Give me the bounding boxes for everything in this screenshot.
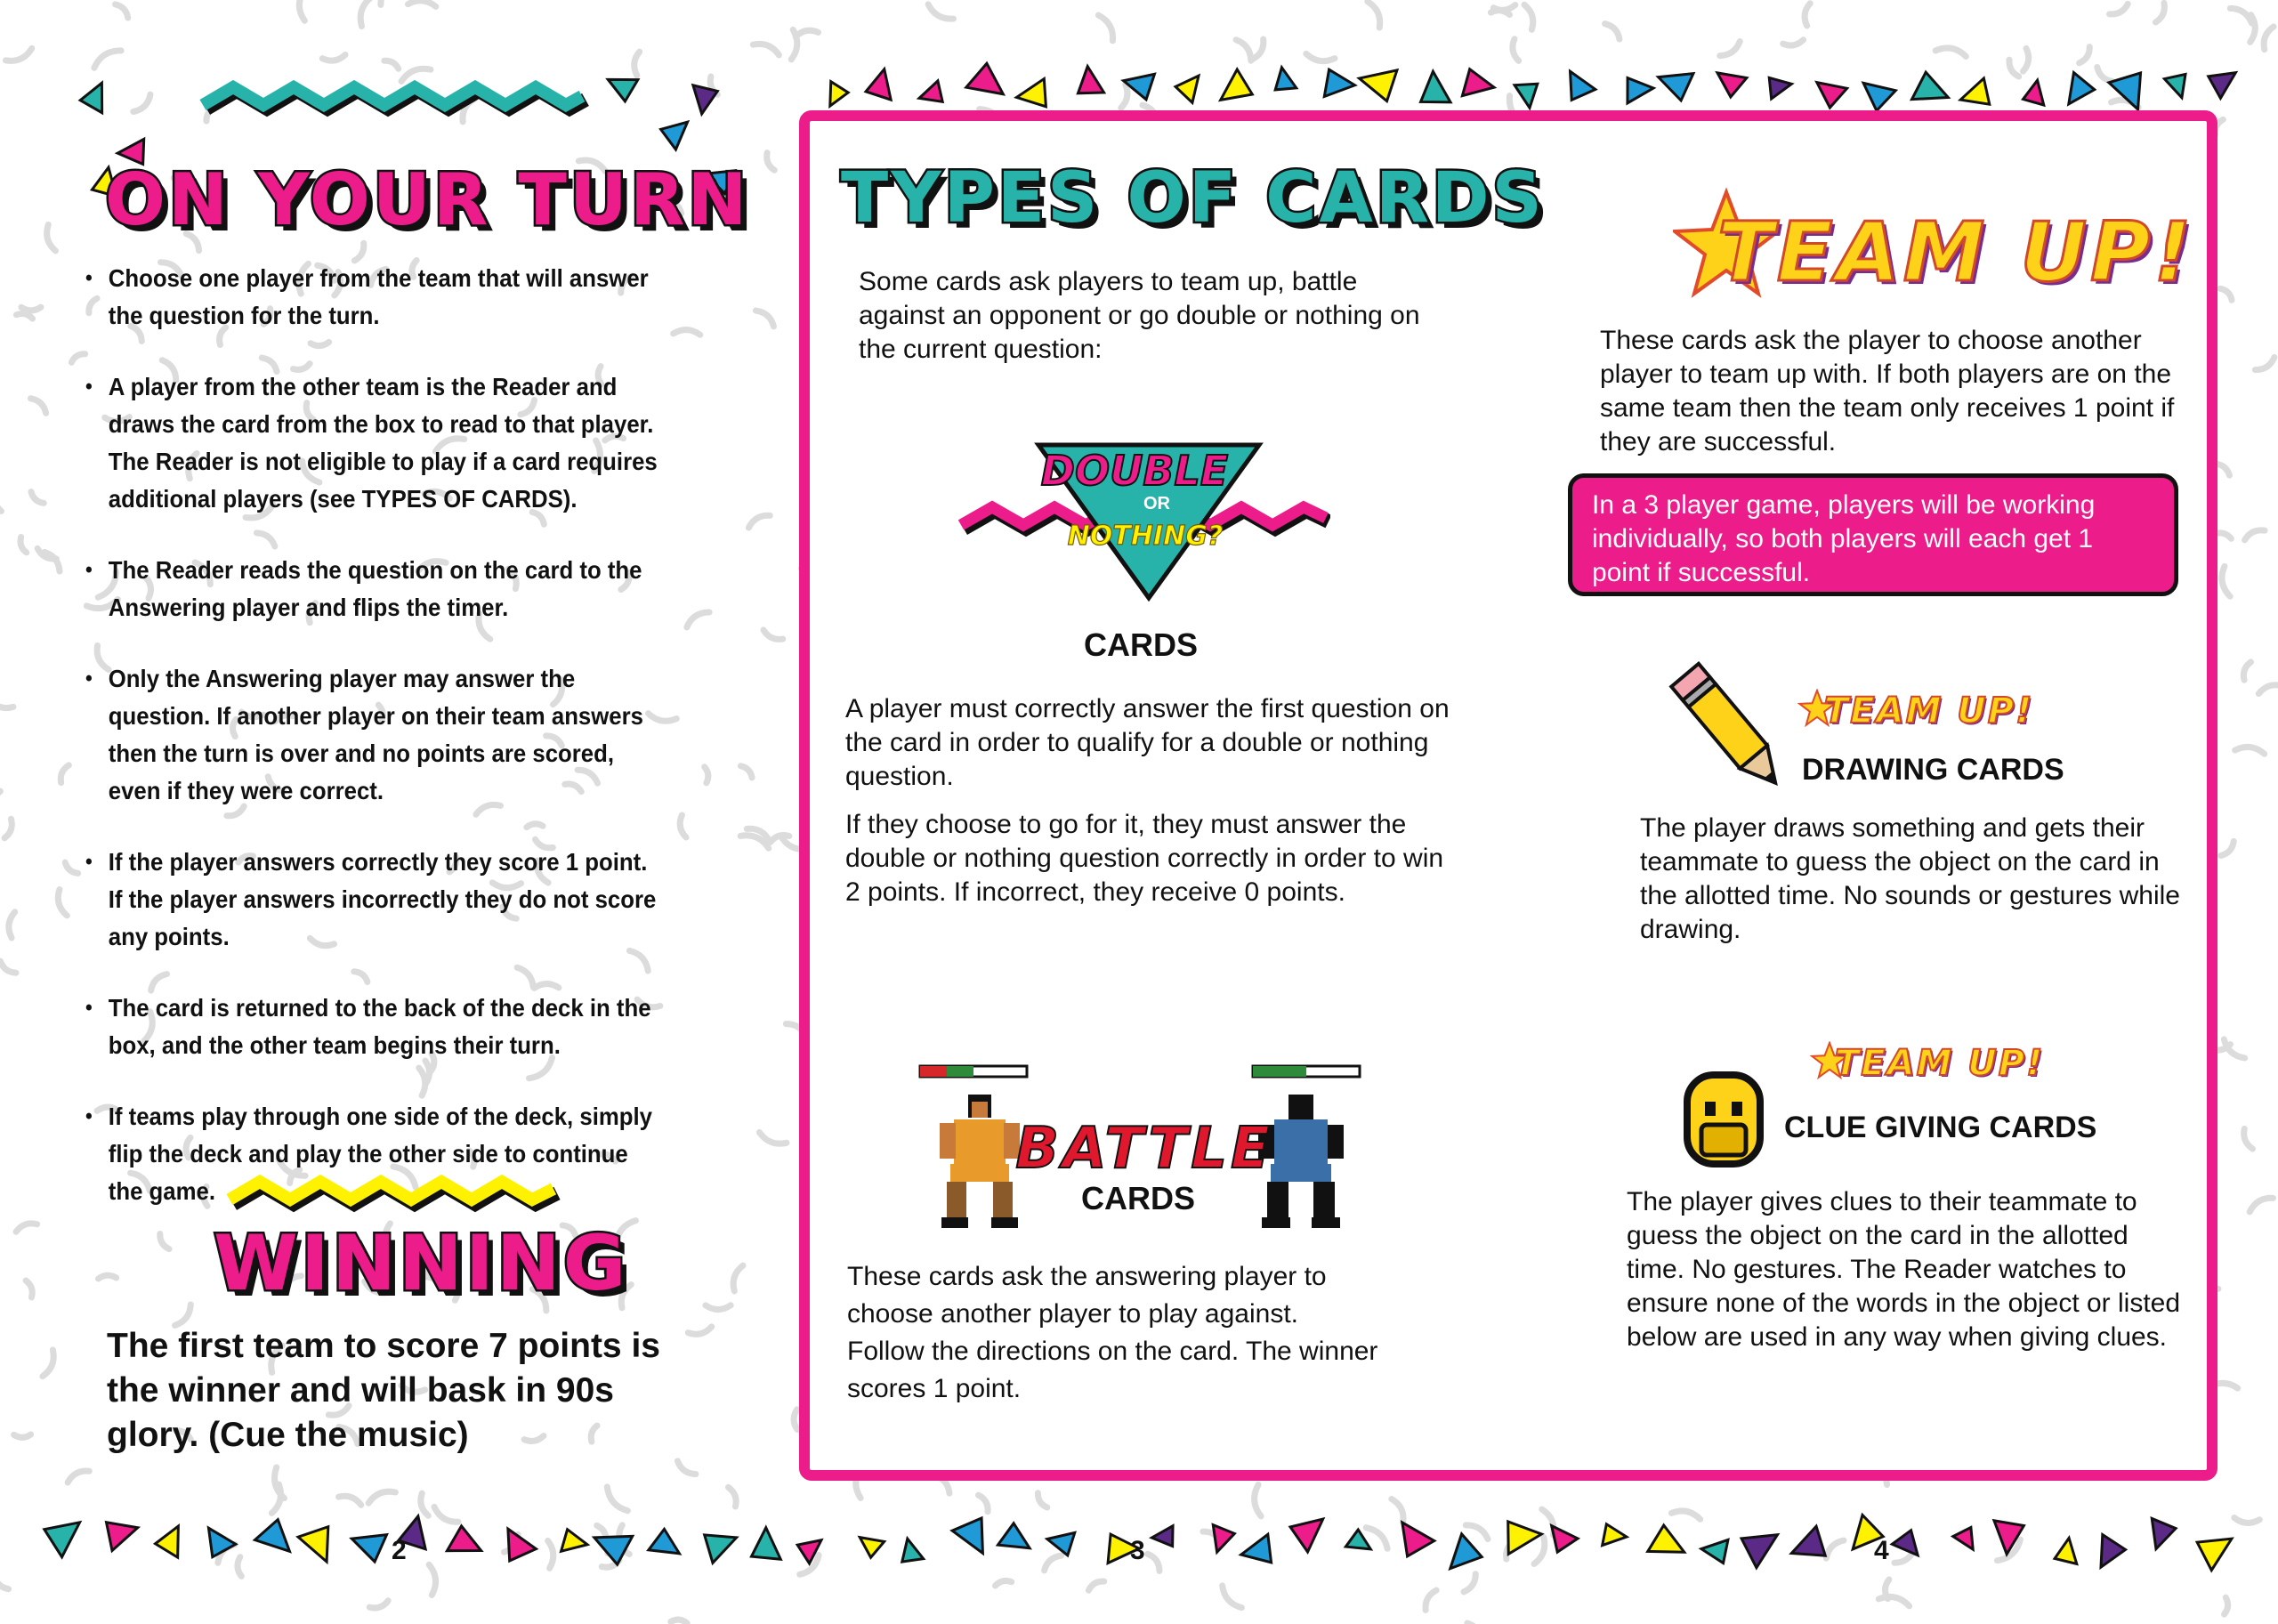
list-item: • The card is returned to the back of the deck in the box, and the other team begins their turn. (85, 990, 658, 1064)
confetti-triangle (1241, 1534, 1272, 1563)
confetti-triangle (1571, 71, 1595, 100)
confetti-triangle (2197, 1539, 2232, 1570)
confetti-triangle (254, 1520, 289, 1552)
confetti-triangle (208, 1528, 235, 1557)
confetti-triangle (1769, 77, 1791, 99)
confetti-triangle (80, 83, 101, 113)
confetti-triangle (298, 1527, 328, 1562)
pencil-icon (1664, 658, 1797, 801)
on-your-turn-title: ON YOUR TURN (105, 158, 750, 241)
confetti-triangle (693, 85, 717, 114)
confetti-triangle (1892, 1531, 1918, 1555)
confetti-triangle (1911, 72, 1948, 100)
confetti-triangle (1360, 70, 1397, 101)
confetti-triangle (1863, 83, 1895, 110)
team-up-text: These cards ask the player to choose another player to team up with. If both players are on the same team then the team only receives 1 point if they are successful. (1600, 326, 2175, 456)
double-text-2: If they choose to go for it, they must answer the double or nothing question correctly in order to win 2 points. If incorrect, they receive 0 points. (845, 810, 1444, 907)
confetti-triangle (1659, 74, 1693, 101)
confetti-triangle (1603, 1524, 1627, 1546)
confetti-triangle (1628, 78, 1653, 103)
list-item: • If teams play through one side of the deck, simply flip the deck and play the other side to continue the game. (85, 1098, 658, 1210)
turn-rules-list (85, 260, 708, 1244)
confetti-triangle (751, 1528, 780, 1560)
confetti-triangle (561, 1530, 587, 1552)
confetti-triangle (1450, 1534, 1482, 1569)
types-intro-text: Some cards ask players to team up, battle against an opponent or go double or nothing on the current question: (859, 267, 1420, 364)
confetti-triangle (1508, 1522, 1542, 1554)
confetti-triangle (1275, 68, 1297, 90)
confetti-triangle (705, 1535, 737, 1563)
fighter-left-icon (940, 1095, 1020, 1228)
battle-word: BATTLE (1015, 1116, 1273, 1182)
confetti-triangle (1552, 1526, 1578, 1553)
confetti-triangle (1078, 67, 1103, 93)
double-cards-heading: CARDS (1084, 626, 1199, 663)
smiley-face-icon (1675, 1071, 1773, 1169)
confetti-triangle (1791, 1526, 1825, 1555)
list-item: • If the player answers correctly they score 1 point. If the player answers incorrectly they do not score any points. (85, 844, 658, 956)
page-number: 2 (392, 1536, 407, 1565)
winning-title: WINNING (214, 1219, 629, 1308)
confetti-triangle (919, 81, 942, 101)
battle-cards-heading: CARDS (1081, 1180, 1196, 1216)
confetti-triangle (661, 122, 688, 149)
double-word: DOUBLE (1040, 447, 1229, 495)
confetti-triangle (966, 63, 1003, 93)
confetti-triangle (447, 1526, 481, 1551)
list-item: • Only the Answering player may answer the question. If another player on their team answers then the turn is over and no points are scored, even if they were correct. (85, 660, 658, 810)
confetti-triangle (608, 79, 638, 101)
confetti-triangle (44, 1523, 80, 1557)
confetti-triangle (2055, 1538, 2077, 1563)
clue-cards-heading: CLUE GIVING CARDS (1784, 1111, 2097, 1144)
confetti-triangle (1047, 1532, 1075, 1555)
confetti-triangle (1016, 79, 1046, 107)
confetti-triangle (1345, 1530, 1370, 1549)
confetti-triangle (508, 1529, 537, 1561)
confetti-triangle (866, 69, 891, 100)
drawing-text: The player draws something and gets their teammate to guess the object on the card in the allotted time. No sounds or gestures while drawing. (1640, 813, 2180, 944)
drawing-cards-heading: DRAWING CARDS (1802, 753, 2064, 787)
double-or-nothing-logo (957, 436, 1330, 614)
confetti-triangle (649, 1529, 680, 1553)
confetti-triangle (2069, 73, 2095, 104)
confetti-triangle (902, 1539, 924, 1562)
clue-team-up-logo: TEAM UP! (1835, 1043, 2045, 1084)
confetti-triangle (1175, 76, 1199, 102)
list-item: • The Reader reads the question on the card to the Answering player and flips the timer. (85, 552, 658, 626)
confetti-triangle (998, 1523, 1030, 1548)
confetti-triangle (2101, 1535, 2126, 1568)
confetti-triangle (952, 1518, 982, 1553)
confetti-triangle (1402, 1523, 1434, 1556)
or-word: OR (1143, 494, 1170, 513)
confetti-triangle (1324, 69, 1354, 96)
confetti-triangle (1817, 83, 1847, 108)
list-item: • A player from the other team is the Reader and draws the card from the box to read to that player. The Reader is not eligible to play if a card requires additional players (see TYPES OF CARDS). (85, 368, 658, 518)
clue-text: The player gives clues to their teammate to guess the object on the card in the allotted time. No gestures. The Reader watches to ensure none of the words in the object or listed below are used in any way when giving clues. (1627, 1187, 2181, 1352)
battle-text: These cards ask the answering player to choose another player to play against. Follow the directions on the card. The winner scores 1 point. (847, 1262, 1378, 1403)
confetti-triangle (1717, 73, 1747, 97)
confetti-triangle (156, 1526, 179, 1557)
confetti-triangle (2164, 74, 2185, 97)
nothing-word: NOTHING? (1067, 521, 1224, 552)
confetti-triangle (860, 1538, 884, 1558)
confetti-triangle (1462, 69, 1494, 96)
confetti-triangle (2024, 80, 2044, 105)
confetti-triangle (1213, 1525, 1234, 1553)
confetti-triangle (1701, 1539, 1728, 1563)
page-number: 3 (1130, 1536, 1145, 1565)
list-item: • Choose one player from the team that will answer the question for the turn. (85, 260, 658, 335)
confetti-triangle (351, 1535, 386, 1562)
confetti-triangle (107, 1523, 138, 1551)
confetti-triangle (1221, 69, 1253, 100)
confetti-triangle (1960, 78, 1990, 104)
confetti-triangle (1421, 71, 1450, 102)
three-player-callout: In a 3 player game, players will be working individually, so both players will each get 1 point if successful. (1568, 473, 2178, 596)
confetti-triangle (1151, 1526, 1173, 1547)
team-up-logo: TEAM UP! (1717, 205, 2195, 300)
confetti-triangle (2152, 1518, 2176, 1548)
winning-text: The first team to score 7 points is the winner and will bask in 90s glory. (Cue the music) (107, 1327, 660, 1454)
confetti-triangle (2209, 73, 2236, 99)
drawing-team-up-logo: TEAM UP! (1824, 691, 2034, 731)
page-number: 4 (1874, 1536, 1889, 1565)
types-of-cards-title: TYPES OF CARDS (841, 158, 1545, 238)
double-text-1: A player must correctly answer the first question on the card in order to qualify for a double or nothing question. (845, 694, 1450, 791)
confetti-triangle (1953, 1528, 1973, 1550)
confetti-triangle (830, 82, 848, 106)
confetti-triangle (1741, 1535, 1777, 1568)
confetti-triangle (1515, 84, 1538, 108)
confetti-triangle (1648, 1525, 1684, 1552)
confetti-triangle (1290, 1519, 1323, 1552)
